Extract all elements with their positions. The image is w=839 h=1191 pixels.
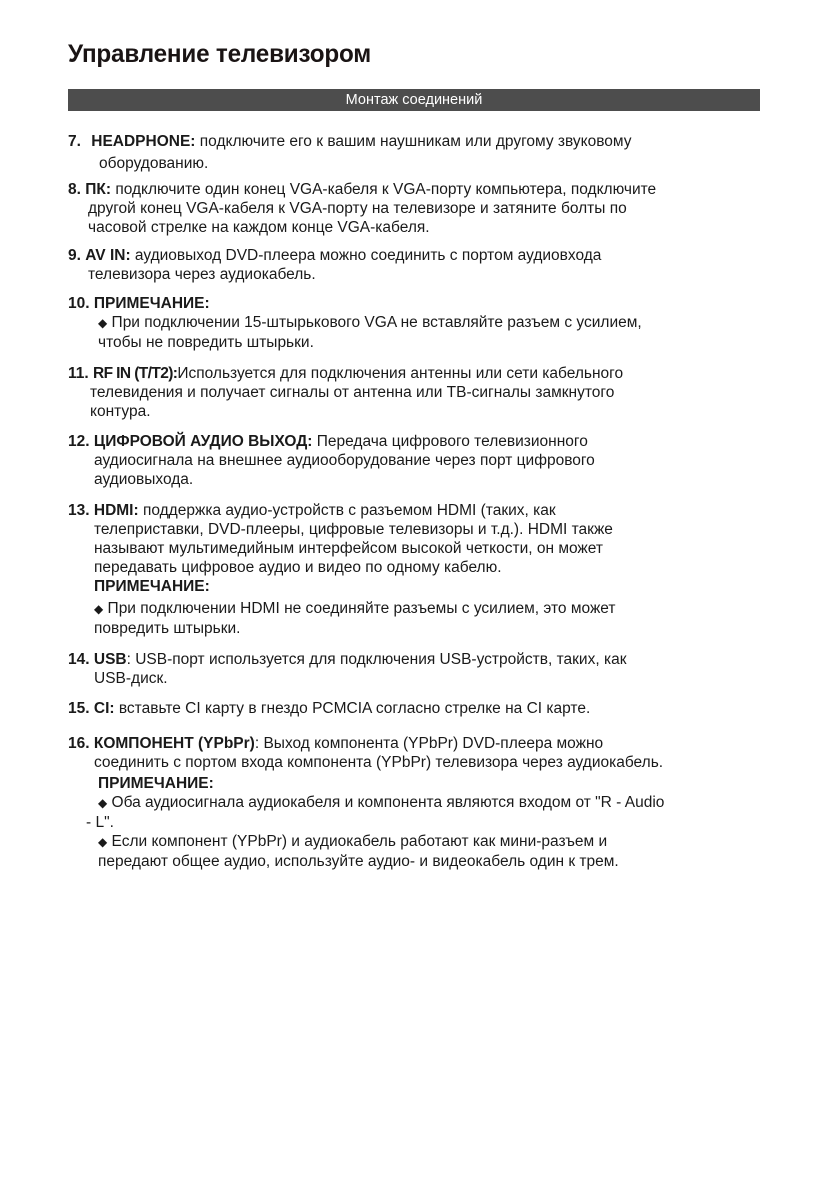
diamond-bullet-icon: ◆ [98,835,108,849]
item-text: аудиовыхода. [94,471,194,488]
page-title: Управление телевизором [68,40,372,68]
item-colon: : [126,651,131,668]
item-term: CI: [93,700,115,717]
diamond-bullet-icon: ◆ [94,602,104,616]
item-text: телевидения и получает сигналы от антенна или ТВ-сигналы замкнутого [90,384,615,401]
item-text: часовой стрелке на каждом конце VGA-кабеля. [88,219,430,236]
note-label: ПРИМЕЧАНИЕ: [98,775,214,792]
item-number: 11. [68,365,89,382]
list-item-pc [68,180,768,237]
section-header-bar: Монтаж соединений [68,89,760,111]
item-text: поддержка аудио-устройств с разъемом HDMI (таких, как [142,502,556,519]
item-text: контура. [90,403,151,420]
item-text: чтобы не повредить штырьки. [98,334,314,351]
list-item-headphone [68,132,768,173]
note-text: Если компонент (YPbPr) и аудиокабель работают как мини-разъем и [111,833,608,850]
note-text: При подключении HDMI не соединяйте разъемы с усилием, это может [107,600,616,617]
item-text: другой конец VGA-кабеля к VGA-порту на телевизоре и затяните болты по [88,200,627,217]
item-colon: : [254,735,260,752]
list-item-component [68,734,768,871]
item-term: ЦИФРОВОЙ АУДИО ВЫХОД: [93,433,313,450]
item-text: Выход компонента (YPbPr) DVD-плеера можно [263,735,604,752]
note-text: - L". [86,814,114,831]
item-text: оборудованию. [99,155,209,172]
item-term: RF IN (T/T2): [93,365,178,382]
item-text: Используется для подключения антенны или сети кабельного [177,365,624,382]
item-text: аудиовыход DVD-плеера можно соединить с портом аудиовхода [134,247,602,264]
item-term: КОМПОНЕНТ (YPbPr) [93,735,255,752]
diamond-bullet-icon: ◆ [98,796,108,810]
item-text: называют мультимедийным интерфейсом высокой четкости, он может [94,540,604,557]
item-number: 13. [68,502,90,519]
list-item-ci [68,699,768,718]
item-number: 9. [68,247,81,264]
item-text: подключите один конец VGA-кабеля к VGA-порту компьютера, подключите [115,181,657,198]
list-item-hdmi [68,501,768,638]
note-text: Оба аудиосигнала аудиокабеля и компонента являются входом от "R - Audio [111,794,665,811]
item-number: 12. [68,433,90,450]
item-term: AV IN: [85,247,131,264]
item-text: соединить с портом входа компонента (YPbPr) телевизора через аудиокабель. [94,754,664,771]
item-text: USB-порт используется для подключения USB-устройств, таких, как [135,651,627,668]
item-text: телевизора через аудиокабель. [88,266,316,283]
list-item-note-vga [68,294,768,352]
list-item-rf-in [68,364,768,421]
note-text: повредить штырьки. [94,620,241,637]
item-text: подключите его к вашим наушникам или другому звуковому [199,133,632,150]
item-number: 14. [68,651,90,668]
item-number: 7. [68,133,81,150]
item-text: USB-диск. [94,670,168,687]
item-text: вставьте CI карту в гнездо PCMCIA согласно стрелке на CI карте. [118,700,591,717]
item-text: Передача цифрового телевизионного [316,433,588,450]
item-text: передавать цифровое аудио и видео по одному кабелю. [94,559,502,576]
item-term: HDMI: [93,502,139,519]
item-term: HEADPHONE [91,133,191,150]
item-text: аудиосигнала на внешнее аудиооборудование через порт цифрового [94,452,595,469]
list-item-usb [68,650,768,688]
item-text: телеприставки, DVD-плееры, цифровые телевизоры и т.д.). HDMI также [94,521,613,538]
item-term: ПК: [85,181,112,198]
diamond-bullet-icon: ◆ [98,316,108,330]
item-term: ПРИМЕЧАНИЕ: [93,295,210,312]
list-item-digital-audio-out [68,432,768,489]
item-text: При подключении 15-штырькового VGA не вставляйте разъем с усилием, [111,314,642,331]
list-item-av-in [68,246,768,284]
item-number: 8. [68,181,81,198]
note-text: передают общее аудио, используйте аудио- и видеокабель один к трем. [98,853,619,870]
item-number: 16. [68,735,90,752]
note-label: ПРИМЕЧАНИЕ: [94,578,210,595]
item-number: 15. [68,700,90,717]
item-colon: : [190,133,196,150]
item-term: USB [93,651,127,668]
item-number: 10. [68,295,90,312]
